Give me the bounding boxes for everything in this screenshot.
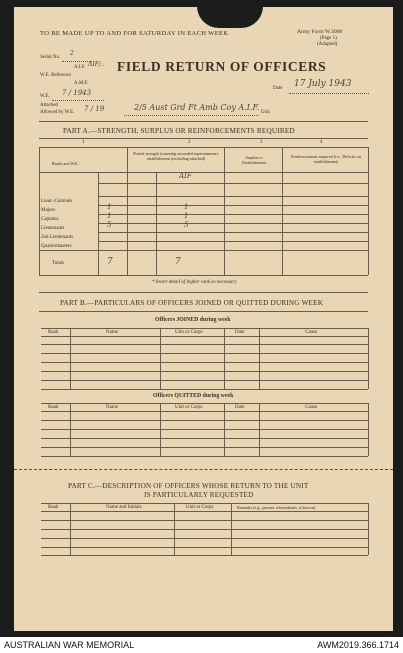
majors-hw-2: 1 xyxy=(184,203,189,211)
aif-column-handwriting: AIF xyxy=(179,172,192,180)
joined-col-date: Date xyxy=(235,330,245,335)
we-reference-label: W.E. Reference xyxy=(40,73,72,78)
form-page: (Page 1) xyxy=(320,36,337,41)
tear-off-line xyxy=(14,469,393,470)
quitted-col-rank: Rank xyxy=(48,405,59,410)
joined-col-unit: Unit or Corps xyxy=(175,330,203,335)
captains-hw-1: 1 xyxy=(107,212,112,220)
archive-footer xyxy=(0,637,403,653)
attached-label: Attached xyxy=(40,103,59,108)
totals-hw-1: 7 xyxy=(107,257,113,267)
part-a-col-1: 1 xyxy=(82,140,85,145)
quitted-col-unit: Unit or Corps xyxy=(175,405,203,410)
part-c-col-unit: Unit or Corps xyxy=(186,505,214,510)
posted-strength-header: Posted strength (counting seconded supernumerary establishment (excluding attached) xyxy=(133,151,219,161)
lieutenants-hw-1: 5 xyxy=(107,221,112,229)
part-a-col-4: 4 xyxy=(320,140,323,145)
rank-quartermasters: Quartermasters xyxy=(41,244,72,249)
joined-title: Officers JOINED during week xyxy=(155,317,231,323)
reinforcements-header: Reinforcements required (i.e., Deficits on establishment) xyxy=(291,154,361,164)
part-a-col-2: 2 xyxy=(188,140,191,145)
joined-col-rank: Rank xyxy=(48,330,59,335)
we-handwriting: 7 / 1943 xyxy=(62,89,92,97)
majors-hw-1: 1 xyxy=(107,203,112,211)
aif-label: A.I.F. xyxy=(74,65,86,70)
ranks-header: Ranks and W.E. xyxy=(52,161,79,166)
unit-label: Unit xyxy=(261,110,270,115)
part-b-title: PART B.—PARTICULARS OF OFFICERS JOINED OR QUITTED DURING WEEK xyxy=(60,299,324,307)
paper-tear xyxy=(197,6,263,28)
rank-lieutenants: Lieutenants xyxy=(41,226,65,231)
allowed-handwriting: 7 / 19 xyxy=(84,105,105,113)
rank-captains: Captains xyxy=(41,217,59,222)
part-c-title-1: PART C.—DESCRIPTION OF OFFICERS WHOSE RETURN TO THE UNIT xyxy=(68,482,309,490)
serial-handwriting: 2 xyxy=(70,50,74,57)
rank-lieut-colonels: Lieut.-Colonels xyxy=(41,199,73,204)
surplus-header: Surplus to Establishment xyxy=(242,155,266,165)
date-handwriting: 17 July 1943 xyxy=(294,79,352,89)
unit-handwriting: 2/5 Aust Grd Ft Amb Coy A.I.F. xyxy=(134,103,260,112)
rank-2nd-lieutenants: 2nd Lieutenants xyxy=(41,235,74,240)
part-a-col-3: 3 xyxy=(260,140,263,145)
form-adapted: (Adapted) xyxy=(317,42,338,47)
part-c-col-rank: Rank xyxy=(48,505,59,510)
serial-label: Serial No. xyxy=(40,55,61,60)
totals-hw-2: 7 xyxy=(175,257,181,267)
joined-col-name: Name xyxy=(106,330,118,335)
totals-label: Totals xyxy=(52,261,65,266)
form-number: Army Form W.3008 xyxy=(297,29,343,35)
quitted-col-name: Name xyxy=(106,405,118,410)
joined-col-cause: Cause xyxy=(305,330,318,335)
archive-name: AUSTRALIAN WAR MEMORIAL xyxy=(4,640,135,650)
date-label: Date xyxy=(273,86,283,91)
part-a-title: PART A.—STRENGTH, SURPLUS OR REINFORCEMENTS REQUIRED xyxy=(63,127,295,135)
archive-accession: AWM2019.366.1714 xyxy=(317,640,399,650)
quitted-col-date: Date xyxy=(235,405,245,410)
quitted-col-cause: Cause xyxy=(305,405,318,410)
part-c-col-remarks: Remarks (e.g., present whereabouts, if known) xyxy=(237,505,316,510)
part-c-title-2: IS PARTICULARLY REQUESTED xyxy=(144,491,254,499)
allowed-label: Allowed by W.E. xyxy=(40,110,75,115)
captains-hw-2: 1 xyxy=(184,212,189,220)
part-c-col-name: Name and Initials xyxy=(106,505,142,510)
aif-ref-handwriting: AIF/.. xyxy=(88,61,105,68)
lieutenants-hw-2: 5 xyxy=(184,221,189,229)
field-return-form xyxy=(14,7,393,631)
we-label: W.E. xyxy=(40,94,50,99)
rank-majors: Majors xyxy=(41,208,56,213)
amf-label: A.M.F. xyxy=(74,81,89,86)
part-a-footnote: * Insert detail of higher rank as necessary xyxy=(152,280,237,285)
form-title: FIELD RETURN OF OFFICERS xyxy=(117,59,327,74)
quitted-title: Officers QUITTED during week xyxy=(153,393,234,399)
form-instruction: TO BE MADE UP TO AND FOR SATURDAY IN EACH WEEK xyxy=(40,30,229,37)
